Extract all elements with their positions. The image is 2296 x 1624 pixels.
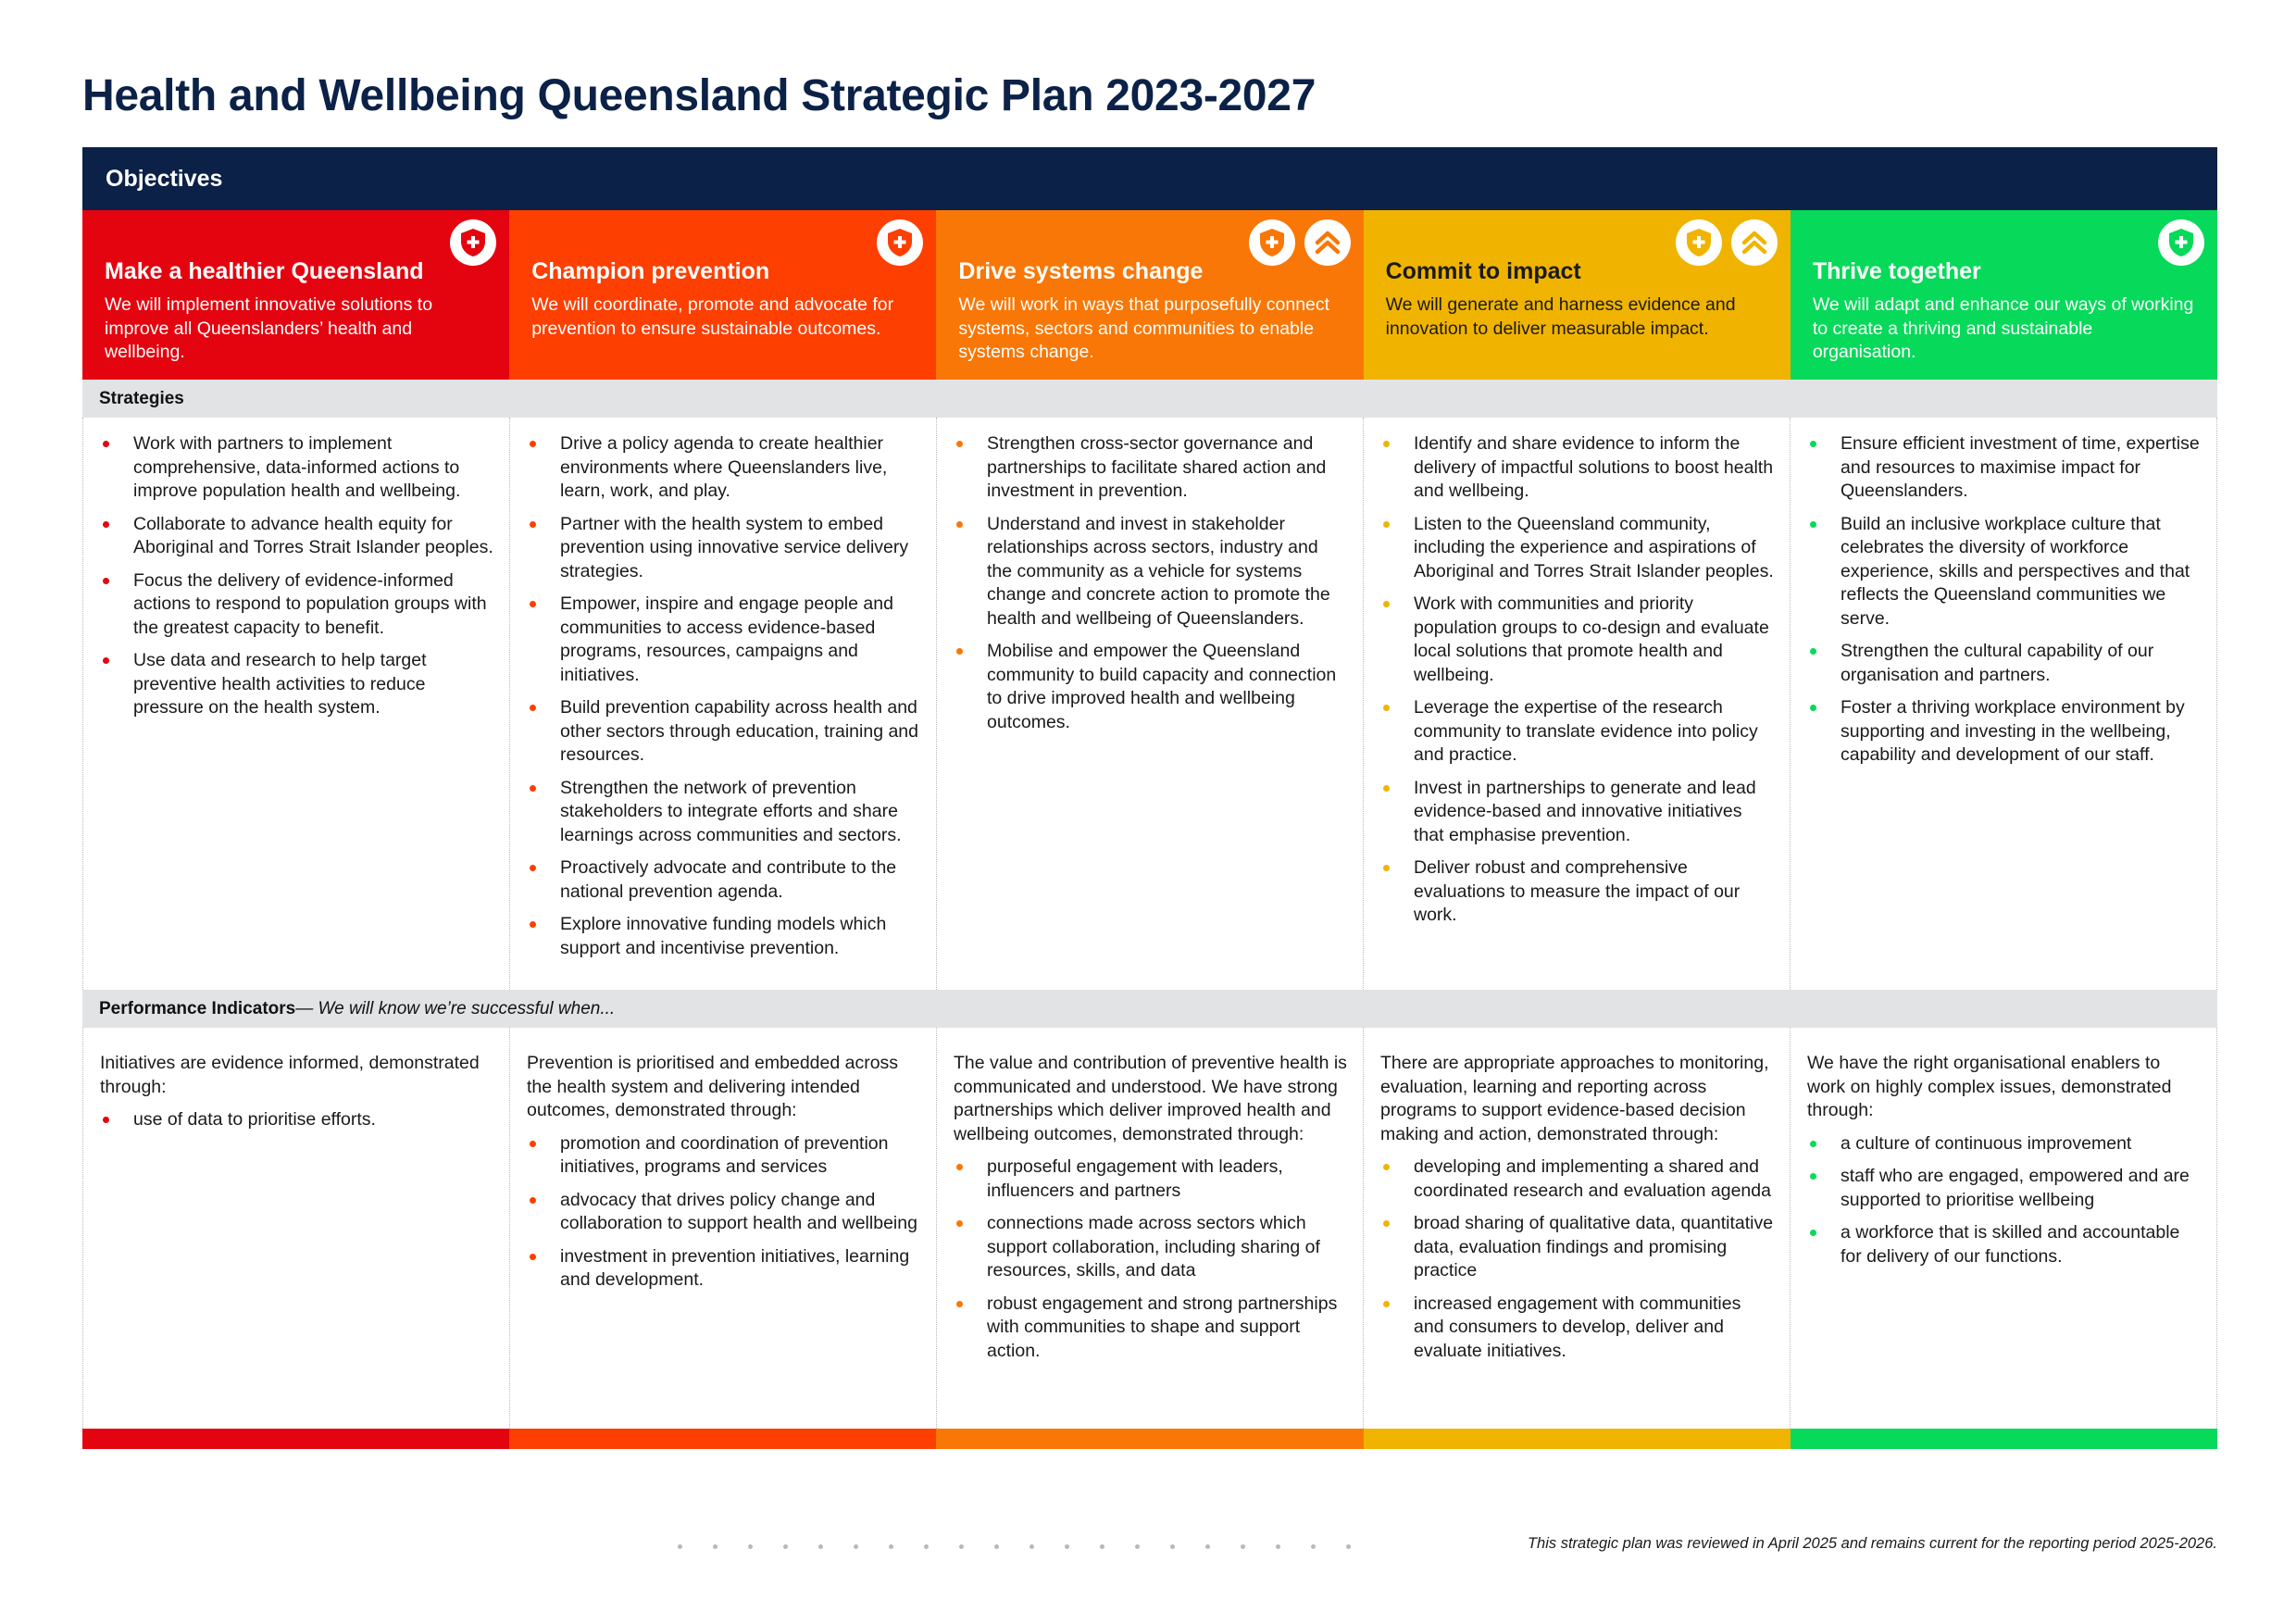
footer-dot <box>1135 1544 1140 1549</box>
objective-card <box>509 210 936 380</box>
objective-title: Drive systems change <box>958 258 1204 284</box>
objective-card <box>1364 210 1791 380</box>
color-strip-segment <box>509 1429 936 1449</box>
pi-intro: Initiatives are evidence informed, demonstrated through: <box>100 1053 480 1097</box>
pi-item: increased engagement with communities and consumers to develop, deliver and evaluate initiatives. <box>1380 1293 1775 1364</box>
objective-description: We will work in ways that purposefully connect systems, sectors and communities to enable systems change. <box>958 294 1330 362</box>
objective-description: We will generate and harness evidence and innovation to deliver measurable impact. <box>1385 294 1736 339</box>
objective-icons <box>877 219 923 266</box>
footer-dot <box>713 1544 718 1549</box>
strategy-item: Mobilise and empower the Queensland community to build capacity and connection to drive improved health and wellbeing outcomes. <box>954 640 1348 734</box>
double-chevron-up-icon <box>1304 219 1351 266</box>
pi-item: advocacy that drives policy change and collaboration to support health and wellbeing <box>527 1189 921 1236</box>
strategies-cell <box>82 418 510 990</box>
strategy-item: Use data and research to help target preventive health activities to reduce pressure on the health system. <box>100 649 494 720</box>
shield-plus-icon <box>450 219 496 266</box>
objective-description: We will coordinate, promote and advocate for prevention to ensure sustainable outcomes. <box>531 294 894 339</box>
pi-intro: Prevention is prioritised and embedded across the health system and delivering intended outcomes, demonstrated through: <box>527 1053 899 1120</box>
footer-note: This strategic plan was reviewed in April 2025 and remains current for the reporting period 2025-2026. <box>1527 1535 2217 1552</box>
pi-item: staff who are engaged, empowered and are supported to prioritise wellbeing <box>1807 1165 2202 1212</box>
footer-dot <box>748 1544 753 1549</box>
pi-cell <box>510 1028 937 1429</box>
pi-cell <box>1364 1028 1791 1429</box>
performance-indicators-row <box>82 1028 2217 1429</box>
objective-title: Thrive together <box>1812 258 1981 284</box>
shield-plus-icon <box>1676 219 1722 266</box>
shield-plus-icon <box>1249 219 1295 266</box>
footer-dot <box>959 1544 964 1549</box>
strategy-item: Proactively advocate and contribute to the national prevention agenda. <box>527 856 921 904</box>
footer-dot <box>1065 1544 1069 1549</box>
pi-item: a workforce that is skilled and accountable for delivery of our functions. <box>1807 1221 2202 1268</box>
strategies-cell <box>1364 418 1791 990</box>
objectives-label: Objectives <box>106 165 223 192</box>
pi-item: use of data to prioritise efforts. <box>100 1108 494 1132</box>
pi-label: Performance Indicators <box>99 998 296 1018</box>
footer-dot <box>1311 1544 1316 1549</box>
strategy-item: Listen to the Queensland community, including the experience and aspirations of Aboriginal and Torres Strait Islander peoples. <box>1380 513 1775 584</box>
objective-card <box>82 210 509 380</box>
strategy-item: Focus the delivery of evidence-informed actions to respond to population groups with the greatest capacity to benefit. <box>100 569 494 641</box>
strategies-label: Strategies <box>99 388 184 408</box>
pi-item: developing and implementing a shared and coordinated research and evaluation agenda <box>1380 1156 1775 1203</box>
footer-dot <box>1276 1544 1280 1549</box>
footer-dot <box>678 1544 682 1549</box>
strategic-plan-table <box>82 147 2217 1449</box>
pi-intro: There are appropriate approaches to monitoring, evaluation, learning and reporting across programs to support evidence-based decision making and action, demonstrated through: <box>1380 1053 1769 1144</box>
footer-dot <box>1205 1544 1210 1549</box>
objectives-header <box>82 147 2217 210</box>
strategies-cell <box>1791 418 2217 990</box>
strategies-band <box>82 380 2217 418</box>
objective-description: We will implement innovative solutions to improve all Queenslanders’ health and wellbeing. <box>105 294 433 362</box>
strategy-item: Strengthen the network of prevention stakeholders to integrate efforts and share learnings across communities and sectors. <box>527 777 921 848</box>
color-strip-segment <box>1364 1429 1791 1449</box>
strategy-item: Empower, inspire and engage people and communities to access evidence-based programs, resources, campaigns and initiatives. <box>527 593 921 687</box>
shield-plus-icon <box>2158 219 2204 266</box>
strategy-item: Invest in partnerships to generate and lead evidence-based and innovative initiatives that emphasise prevention. <box>1380 777 1775 848</box>
pi-item: broad sharing of qualitative data, quantitative data, evaluation findings and promising practice <box>1380 1212 1775 1283</box>
pi-item: robust engagement and strong partnerships with communities to shape and support action. <box>954 1293 1348 1364</box>
page-title: Health and Wellbeing Queensland Strategic Plan 2023-2027 <box>82 71 1316 120</box>
strategy-item: Ensure efficient investment of time, expertise and resources to maximise impact for Queenslanders. <box>1807 432 2202 504</box>
strategy-item: Explore innovative funding models which support and incentivise prevention. <box>527 913 921 960</box>
strategy-item: Deliver robust and comprehensive evaluations to measure the impact of our work. <box>1380 856 1775 928</box>
pi-sublabel: — We will know we’re successful when... <box>295 998 616 1018</box>
pi-item: a culture of continuous improvement <box>1807 1132 2202 1156</box>
footer-dots <box>678 1544 1351 1549</box>
performance-indicators-band <box>82 990 2217 1028</box>
pi-item: purposeful engagement with leaders, influencers and partners <box>954 1156 1348 1203</box>
pi-intro: We have the right organisational enablers to work on highly complex issues, demonstrated through: <box>1807 1053 2172 1120</box>
strategy-item: Build an inclusive workplace culture that celebrates the diversity of workforce experience, skills and perspectives and that reflects the Queensland communities we serve. <box>1807 513 2202 631</box>
strategy-item: Partner with the health system to embed prevention using innovative service delivery strategies. <box>527 513 921 584</box>
pi-cell <box>82 1028 510 1429</box>
strategy-item: Foster a thriving workplace environment by supporting and investing in the wellbeing, capability and development of our staff. <box>1807 696 2202 768</box>
pi-item: investment in prevention initiatives, learning and development. <box>527 1245 921 1293</box>
objective-card <box>1791 210 2217 380</box>
strategy-item: Strengthen cross-sector governance and partnerships to facilitate shared action and investment in prevention. <box>954 432 1348 504</box>
strategy-item: Drive a policy agenda to create healthier environments where Queenslanders live, learn, work, and play. <box>527 432 921 504</box>
strategy-item: Leverage the expertise of the research community to translate evidence into policy and practice. <box>1380 696 1775 768</box>
objective-card <box>936 210 1363 380</box>
footer-dot <box>994 1544 999 1549</box>
double-chevron-up-icon <box>1731 219 1778 266</box>
color-strip-segment <box>82 1429 509 1449</box>
objective-title: Commit to impact <box>1385 258 1581 284</box>
strategies-row <box>82 418 2217 990</box>
footer-dot <box>854 1544 858 1549</box>
pi-cell <box>937 1028 1364 1429</box>
strategy-item: Work with partners to implement comprehensive, data-informed actions to improve population health and wellbeing. <box>100 432 494 504</box>
footer-dot <box>818 1544 823 1549</box>
objective-icons <box>2158 219 2204 266</box>
pi-intro: The value and contribution of preventive health is communicated and understood. We have strong partnerships which deliver improved health and wellbeing outcomes, demonstrated through: <box>954 1053 1347 1144</box>
objective-description: We will adapt and enhance our ways of working to create a thriving and sustainable organisation. <box>1812 294 2194 362</box>
footer-dot <box>1346 1544 1351 1549</box>
strategy-item: Understand and invest in stakeholder relationships across sectors, industry and the community as a vehicle for systems change and concrete action to promote the health and wellbeing of Queenslanders. <box>954 513 1348 631</box>
objective-icons <box>450 219 496 266</box>
color-strip-segment <box>936 1429 1363 1449</box>
color-strip <box>82 1429 2217 1449</box>
footer-dot <box>1170 1544 1175 1549</box>
strategies-cell <box>937 418 1364 990</box>
objective-icons <box>1676 219 1778 266</box>
footer-dot <box>783 1544 788 1549</box>
strategy-item: Collaborate to advance health equity for Aboriginal and Torres Strait Islander peoples. <box>100 513 494 560</box>
footer-dot <box>1241 1544 1245 1549</box>
shield-plus-icon <box>877 219 923 266</box>
objective-icons <box>1249 219 1351 266</box>
color-strip-segment <box>1791 1429 2217 1449</box>
pi-cell <box>1791 1028 2217 1429</box>
footer-dot <box>1029 1544 1034 1549</box>
pi-item: connections made across sectors which support collaboration, including sharing of resources, skills, and data <box>954 1212 1348 1283</box>
footer-dot <box>1100 1544 1104 1549</box>
strategy-item: Identify and share evidence to inform the delivery of impactful solutions to boost health and wellbeing. <box>1380 432 1775 504</box>
strategies-cell <box>510 418 937 990</box>
footer-dot <box>889 1544 893 1549</box>
objectives-row <box>82 210 2217 380</box>
objective-title: Champion prevention <box>531 258 770 284</box>
strategy-item: Build prevention capability across health and other sectors through education, training and resources. <box>527 696 921 768</box>
strategy-item: Work with communities and priority population groups to co-design and evaluate local solutions that promote health and wellbeing. <box>1380 593 1775 687</box>
pi-item: promotion and coordination of prevention initiatives, programs and services <box>527 1132 921 1180</box>
objective-title: Make a healthier Queensland <box>105 258 424 284</box>
strategy-item: Strengthen the cultural capability of our organisation and partners. <box>1807 640 2202 687</box>
footer-dot <box>924 1544 929 1549</box>
